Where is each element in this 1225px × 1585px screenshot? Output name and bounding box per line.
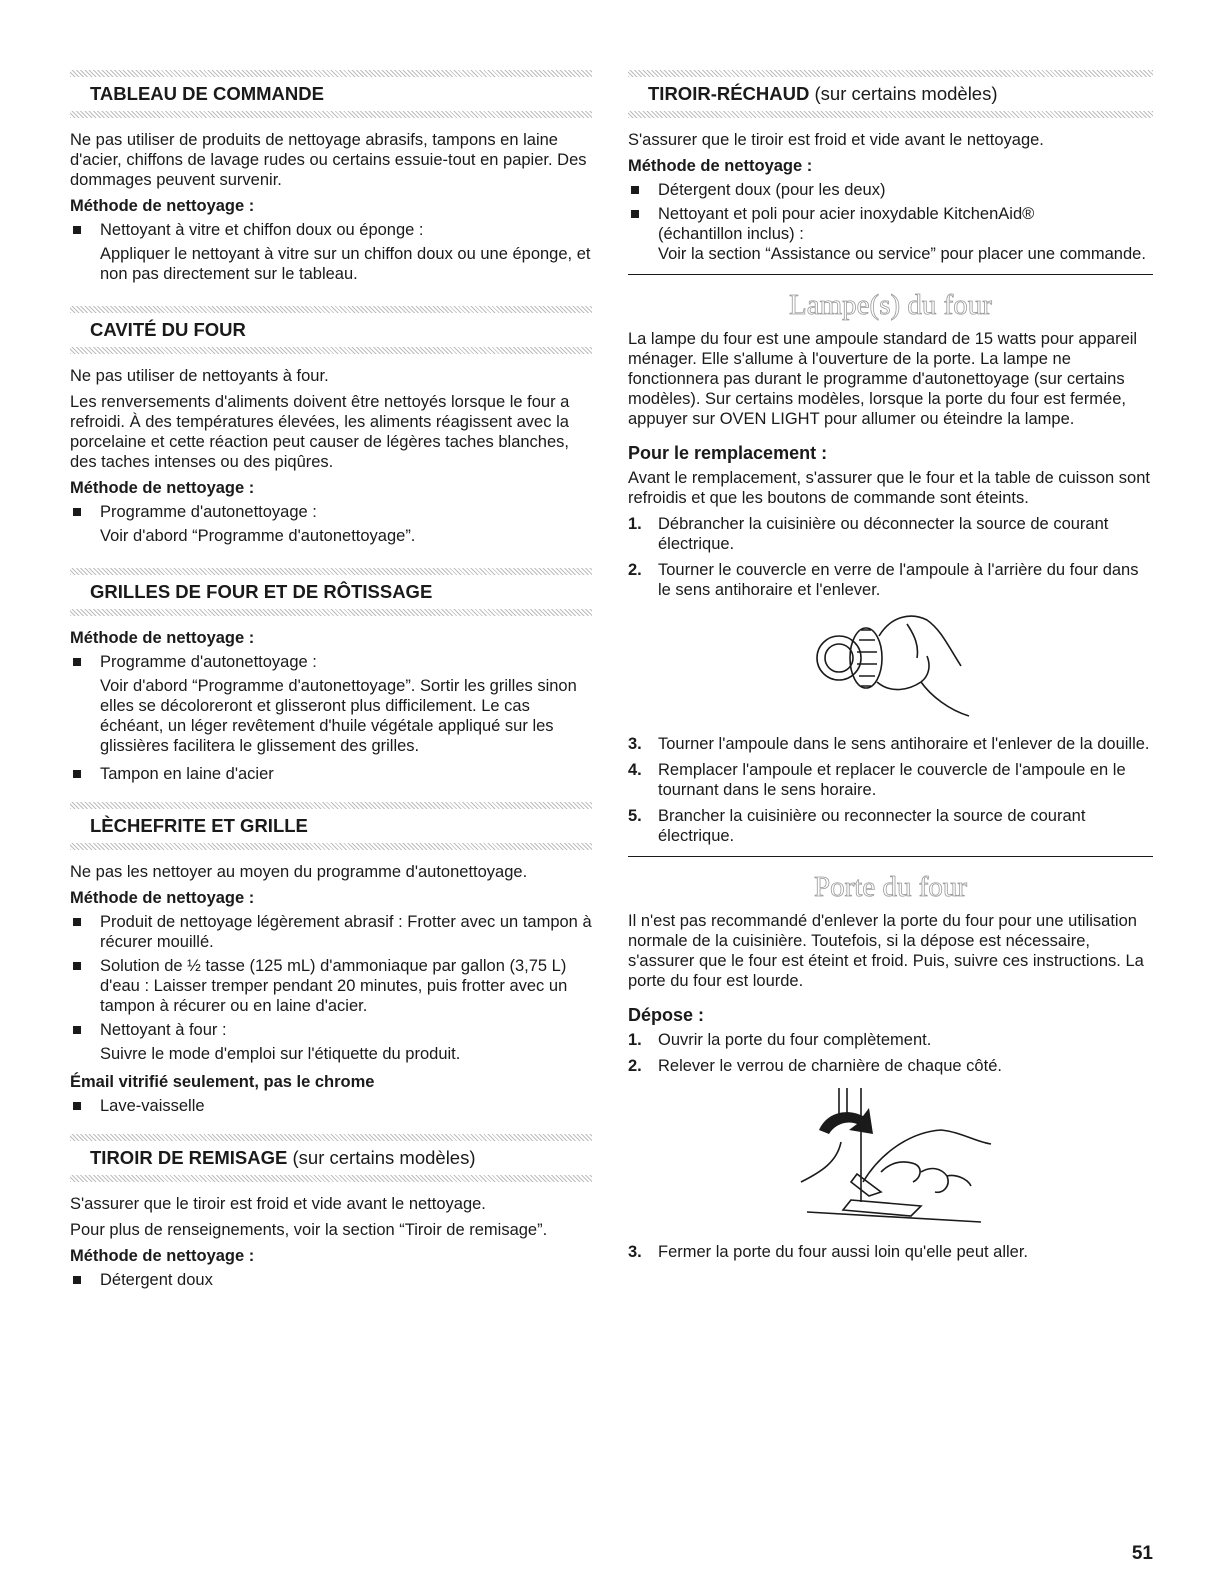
step-text: Ouvrir la porte du four complètement. [658, 1031, 932, 1049]
divider [628, 274, 1153, 275]
paragraph: Ne pas les nettoyer au moyen du programme d'autonettoyage. [70, 863, 528, 881]
section-tableau [70, 70, 592, 284]
paragraph: Ne pas utiliser de produits de nettoyage abrasifs, tampons en laine d'acier, chiffons de lavage rudes ou certains essuie-tout en papier. Des dommages peuvent survenir. [70, 131, 587, 189]
paragraph: Pour plus de renseignements, voir la section “Tiroir de remisage”. [70, 1221, 548, 1239]
step-item [628, 1030, 1153, 1050]
section-bar [70, 843, 592, 850]
section-bar [70, 347, 592, 354]
paragraph: Avant le remplacement, s'assurer que le four et la table de cuisson sont refroidis et que les boutons de commande sont éteints. [628, 469, 1150, 507]
email-label: Émail vitrifié seulement, pas le chrome [70, 1073, 375, 1091]
section-cavite [70, 306, 592, 546]
divider [628, 856, 1153, 857]
bullet-detail: Voir d'abord “Programme d'autonettoyage”. Sortir les grilles sinon elles se décoloreront et glisseront plus difficilement. Le cas échéant, un léger revêtement d'huile végétale appliqué sur les glissières facilitera le glissement des grilles. [100, 677, 577, 755]
section-title: CAVITÉ DU FOUR [90, 319, 246, 340]
section-title: Porte du four [813, 871, 968, 903]
bullet-item: Solution de ½ tasse (125 mL) d'ammoniaque par gallon (3,75 L) d'eau : Laisser tremper pendant 20 minutes, puis frotter avec un tampon à récurer ou en laine d'acier. [70, 956, 592, 1016]
method-label: Méthode de nettoyage : [70, 629, 255, 647]
step-number: 2. [628, 1057, 642, 1075]
step-text: Brancher la cuisinière ou reconnecter la source de courant électrique. [658, 807, 1086, 845]
section-title: GRILLES DE FOUR ET DE RÔTISSAGE [90, 581, 433, 602]
step-number: 1. [628, 1031, 642, 1049]
step-text: Remplacer l'ampoule et replacer le couvercle de l'ampoule en le tournant dans le sens horaire. [658, 761, 1126, 799]
depose-label: Dépose : [628, 1005, 705, 1025]
section-bar [70, 306, 592, 313]
bullet-detail: Voir d'abord “Programme d'autonettoyage”. [100, 527, 416, 545]
bullet-text-line2: (échantillon inclus) : [658, 225, 804, 243]
section-bar [70, 802, 592, 809]
left-column [70, 70, 592, 1294]
step-number: 2. [628, 561, 642, 579]
section-title: TABLEAU DE COMMANDE [90, 83, 324, 104]
step-item [628, 1056, 1153, 1076]
section-title: LÈCHEFRITE ET GRILLE [90, 815, 308, 836]
bullet-item: Nettoyant à vitre et chiffon doux ou éponge : [70, 220, 592, 240]
section-title-sub: (sur certains modèles) [287, 1147, 476, 1168]
bullet-text: Nettoyant et poli pour acier inoxydable KitchenAid® [658, 205, 1035, 223]
paragraph: Ne pas utiliser de nettoyants à four. [70, 367, 329, 385]
step-item [628, 806, 1153, 846]
bulb-cover-illustration [791, 606, 991, 724]
bullet-item: Produit de nettoyage légèrement abrasif : Frotter avec un tampon à récurer mouillé. [70, 912, 592, 952]
section-title-sub: (sur certains modèles) [809, 83, 998, 104]
step-number: 4. [628, 761, 642, 779]
bullet-item: Tampon en laine d'acier [70, 764, 592, 784]
bulb-cover-illustration [628, 606, 1153, 724]
step-text: Débrancher la cuisinière ou déconnecter la source de courant électrique. [658, 515, 1109, 553]
paragraph: Les renversements d'aliments doivent être nettoyés lorsque le four a refroidi. À des températures élevées, les aliments réagissent avec la porcelaine et cette réaction peut causer de légères taches blanches, des taches intenses ou des piqûres. [70, 393, 570, 471]
step-number: 3. [628, 1243, 642, 1261]
paragraph: S'assurer que le tiroir est froid et vide avant le nettoyage. [70, 1195, 486, 1213]
step-text: Relever le verrou de charnière de chaque côté. [658, 1057, 1002, 1075]
bullet-item: Détergent doux [70, 1270, 592, 1290]
step-number: 5. [628, 807, 642, 825]
hinge-lock-illustration [771, 1082, 1011, 1232]
section-porte [628, 871, 1153, 1262]
section-bar [70, 568, 592, 575]
section-bar [70, 111, 592, 118]
method-label: Méthode de nettoyage : [628, 157, 813, 175]
step-text: Fermer la porte du four aussi loin qu'elle peut aller. [658, 1243, 1029, 1261]
bullet-detail: Suivre le mode d'emploi sur l'étiquette du produit. [100, 1045, 461, 1063]
hinge-lock-illustration [628, 1082, 1153, 1232]
method-label: Méthode de nettoyage : [70, 197, 255, 215]
section-title-main: TIROIR-RÉCHAUD [648, 83, 810, 104]
step-item [628, 760, 1153, 800]
bullet-item: Programme d'autonettoyage : [70, 502, 592, 522]
paragraph: Il n'est pas recommandé d'enlever la porte du four pour une utilisation normale de la cuisinière. Toutefois, si la dépose est nécessaire, s'assurer que le four est éteint et froid. Puis, suivre ces instructions. La porte du four est lourde. [628, 912, 1144, 990]
section-bar [70, 1134, 592, 1141]
bullet-item: Nettoyant à four : [70, 1020, 592, 1040]
bullet-item: Détergent doux (pour les deux) [628, 180, 1153, 200]
section-bar [628, 111, 1153, 118]
step-text: Tourner le couvercle en verre de l'ampoule à l'arrière du four dans le sens antihoraire et l'enlever. [658, 561, 1139, 599]
step-item [628, 1242, 1153, 1262]
paragraph: La lampe du four est une ampoule standard de 15 watts pour appareil ménager. Elle s'allume à l'ouverture de la porte. La lampe ne fonctionnera pas durant le programme d'autonettoyage (sur certains modèles). Sur certains modèles, lorsque la porte du four est fermée, appuyer sur OVEN LIGHT pour allumer ou éteindre la lampe. [628, 330, 1138, 428]
section-lampe [628, 289, 1153, 846]
step-item [628, 734, 1153, 754]
section-bar [70, 609, 592, 616]
section-title-main: TIROIR DE REMISAGE [90, 1147, 288, 1168]
section-bar [70, 1175, 592, 1182]
section-bar [70, 70, 592, 77]
bullet-item [628, 204, 1153, 244]
section-title: Lampe(s) du four [789, 289, 992, 321]
section-remisage [70, 1134, 592, 1290]
section-grilles [70, 568, 592, 784]
step-item [628, 560, 1153, 600]
step-number: 3. [628, 735, 642, 753]
method-label: Méthode de nettoyage : [70, 1247, 255, 1265]
page-number: 51 [1131, 1543, 1153, 1564]
bullet-item: Programme d'autonettoyage : [70, 652, 592, 672]
step-text: Tourner l'ampoule dans le sens antihoraire et l'enlever de la douille. [658, 735, 1150, 753]
method-label: Méthode de nettoyage : [70, 479, 255, 497]
section-title [90, 1147, 592, 1169]
section-bar [628, 70, 1153, 77]
section-lechefrite [70, 802, 592, 1116]
step-item [628, 514, 1153, 554]
bullet-detail: Voir la section “Assistance ou service” pour placer une commande. [658, 245, 1146, 263]
method-label: Méthode de nettoyage : [70, 889, 255, 907]
replacement-label: Pour le remplacement : [628, 443, 828, 463]
paragraph: S'assurer que le tiroir est froid et vide avant le nettoyage. [628, 131, 1044, 149]
bullet-detail: Appliquer le nettoyant à vitre sur un chiffon doux ou une éponge, et non pas directement sur le tableau. [100, 245, 591, 283]
section-title [648, 83, 1153, 105]
section-rechaud [628, 70, 1153, 264]
step-number: 1. [628, 515, 642, 533]
bullet-item: Lave-vaisselle [70, 1096, 592, 1116]
right-column [628, 70, 1153, 1268]
